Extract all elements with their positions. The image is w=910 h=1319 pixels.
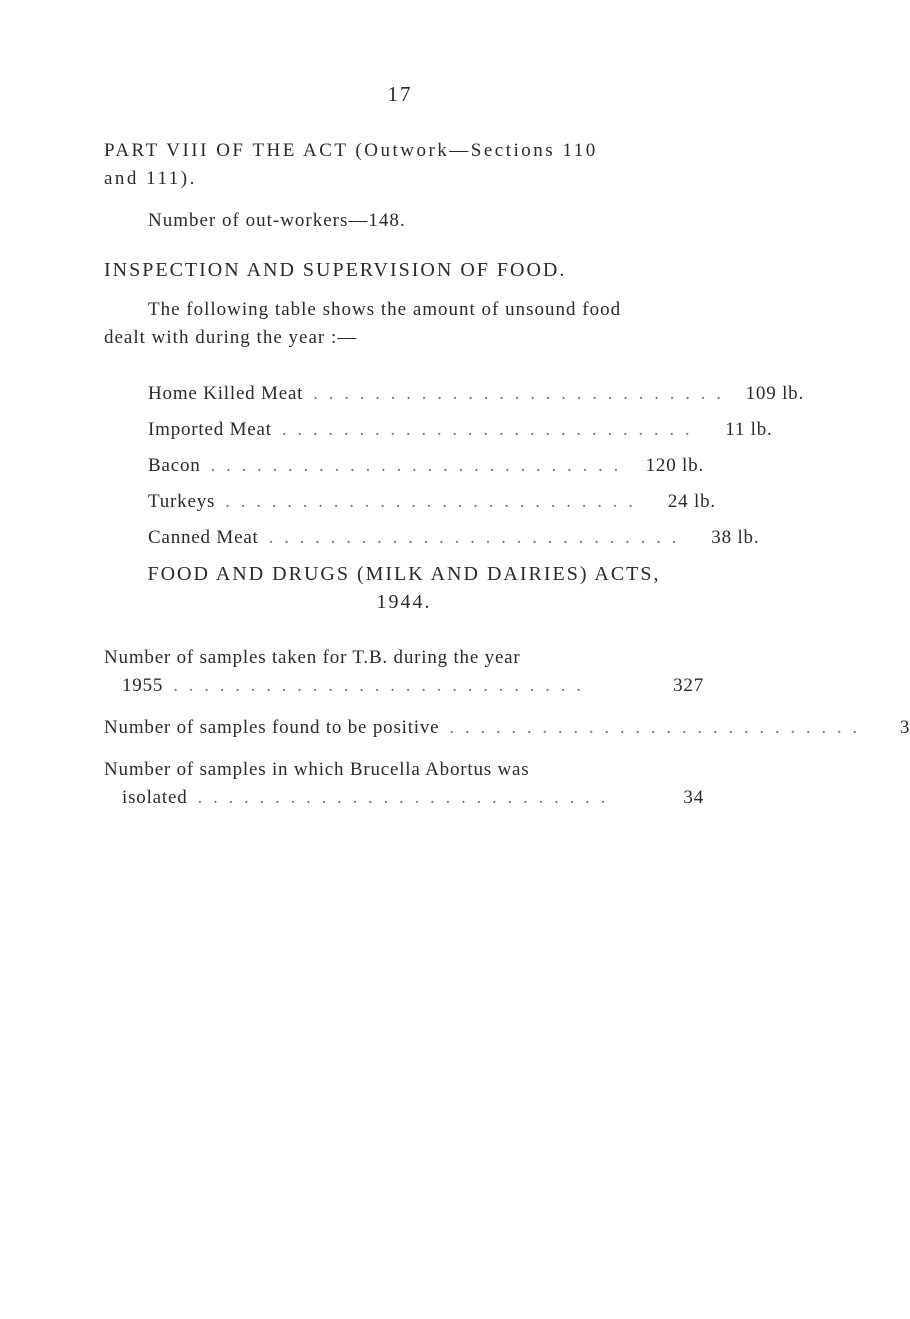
food-item-name: Turkeys [148,491,216,512]
part-eight-heading [104,137,704,193]
inspection-section [104,256,704,352]
dot-leader: . . . . . . . . . . . . . . . . . . . . . . . . . . . [210,455,622,476]
food-item-amount: 109 lb. [745,383,805,404]
food-item-name: Home Killed Meat [148,383,304,404]
dot-leader: . . . . . . . . . . . . . . . . . . . . . . . . . . . [268,527,680,548]
food-row [148,383,805,419]
sample-label: Number of samples found to be positive [104,717,440,738]
food-row [148,527,760,563]
sample-line [104,784,704,812]
food-item-amount: 11 lb. [725,419,773,440]
unsound-food-table [148,383,805,563]
food-row [148,419,773,455]
food-drugs-heading-line2: 1944. [376,591,432,613]
food-drugs-section [104,560,704,616]
inspection-intro [104,296,704,352]
food-drugs-heading-line1: FOOD AND DRUGS (MILK AND DAIRIES) ACTS, [147,563,661,585]
food-item-name: Bacon [148,455,201,476]
outworkers-count: Number of out-workers—148. [148,210,406,231]
dot-leader: . . . . . . . . . . . . . . . . . . . . . . . . . . . [281,419,693,440]
inspection-heading: INSPECTION AND SUPERVISION OF FOOD. [104,259,567,281]
samples-list [104,644,910,826]
dot-leader: . . . . . . . . . . . . . . . . . . . . . . . . . . . [197,787,609,808]
food-drugs-heading [104,560,704,616]
sample-value: 327 [673,675,704,696]
page-number: 17 [387,82,413,106]
sample-row [104,714,910,742]
dot-leader: . . . . . . . . . . . . . . . . . . . . . . . . . . . [313,383,725,404]
sample-value: 3 [899,717,910,738]
sample-value: 34 [683,787,704,808]
dot-leader: . . . . . . . . . . . . . . . . . . . . . . . . . . . [225,491,636,512]
dot-leader: . . . . . . . . . . . . . . . . . . . . . . . . . . . [173,675,584,696]
part-eight-heading-line2: and 111). [104,168,197,189]
sample-label: Number of samples in which Brucella Abortus was [104,759,530,780]
sample-label-continued: 1955 [122,675,164,696]
part-eight-heading-line1: PART VIII OF THE ACT (Outwork—Sections 110 [104,140,598,161]
food-row [148,455,704,491]
food-item-name: Canned Meat [148,527,259,548]
dot-leader: . . . . . . . . . . . . . . . . . . . . . . . . . . . [449,717,861,738]
sample-label: Number of samples taken for T.B. during the year [104,647,521,668]
inspection-intro-line1: The following table shows the amount of unsound food [148,299,622,320]
sample-line [104,672,704,700]
sample-line [104,714,910,742]
food-item-amount: 24 lb. [667,491,716,512]
food-row [148,491,716,527]
food-item-name: Imported Meat [148,419,272,440]
inspection-intro-line2: dealt with during the year :— [104,327,358,348]
food-item-amount: 120 lb. [645,455,704,476]
sample-label-continued: isolated [122,787,188,808]
food-item-amount: 38 lb. [711,527,760,548]
sample-row [104,644,704,700]
sample-row [104,756,704,812]
part-eight-section [104,137,704,235]
